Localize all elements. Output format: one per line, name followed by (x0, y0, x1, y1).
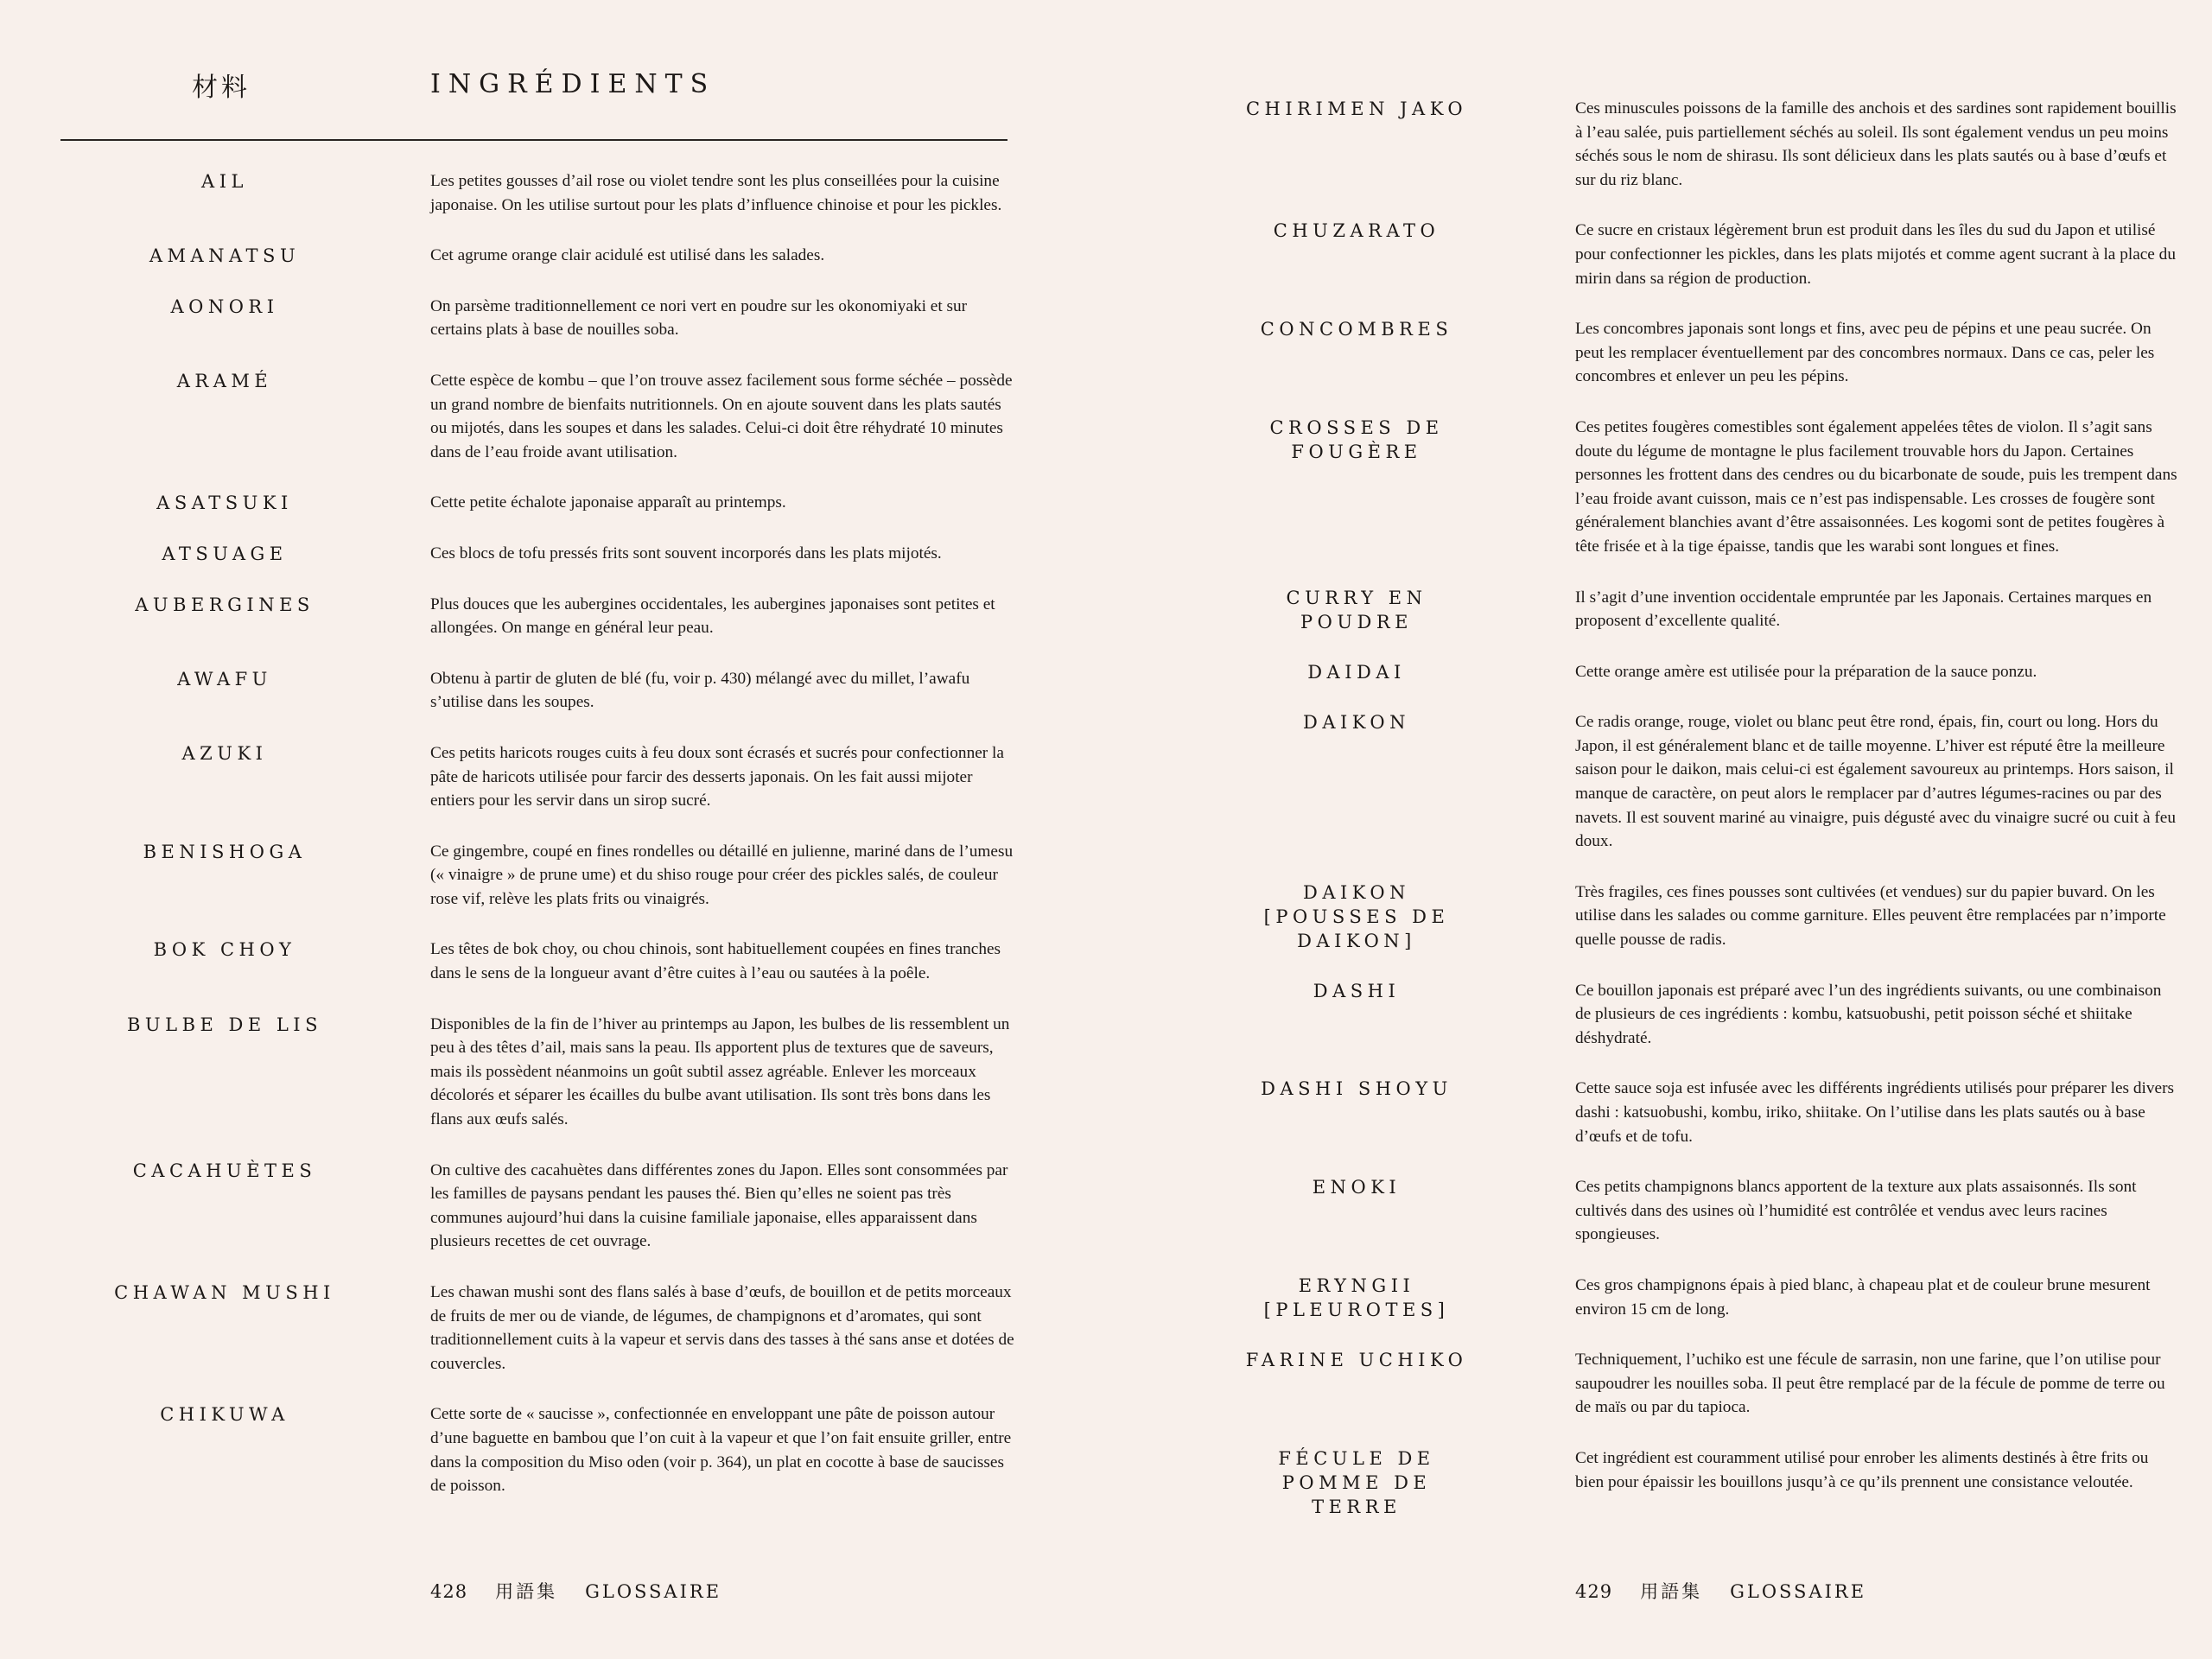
glossary-term: CACAHUÈTES (132, 1160, 317, 1181)
glossary-entry (1106, 1348, 2203, 1420)
glossary-term: DAIDAI (1307, 661, 1406, 683)
header-divider (60, 139, 1007, 141)
footer-kanji: 用語集 (495, 1581, 558, 1602)
page-footer-left (430, 1578, 749, 1604)
glossary-definition: Cette orange amère est utilisée pour la préparation de la sauce ponzu. (1575, 662, 2037, 681)
glossary-entry (0, 169, 1037, 217)
glossary-entry (0, 938, 1037, 985)
glossary-entry (1106, 979, 2203, 1051)
glossary-definition: Ce bouillon japonais est préparé avec l’un des ingrédients suivants, ou une combinaison de plusieurs de ces ingrédients : kombu, katsuobushi, petit poisson séché et shiitake déshydraté. (1575, 981, 2162, 1047)
glossary-entry (1106, 1274, 2203, 1321)
glossary-definition: Très fragiles, ces fines pousses sont cultivées (et vendues) sur du papier buvard. On les utilise dans les salades ou comme garniture. Elles peuvent être remplacées par n’importe quelle pousse de radis. (1575, 882, 2166, 950)
glossary-term: CHIKUWA (160, 1404, 289, 1426)
glossary-entry (0, 244, 1037, 268)
glossary-term: CHAWAN MUSHI (114, 1282, 335, 1303)
glossary-term: CONCOMBRES (1260, 319, 1453, 340)
glossary-definition: Cet agrume orange clair acidulé est utilisé dans les salades. (430, 246, 825, 265)
glossary-definition: Obtenu à partir de gluten de blé (fu, voir p. 430) mélangé avec du millet, l’awafu s’utilise dans les soupes. (430, 669, 970, 712)
glossary-term: CURRY EN POUDRE (1286, 587, 1427, 632)
glossary-term: BULBE DE LIS (127, 1014, 322, 1035)
glossary-definition: Cette espèce de kombu – que l’on trouve assez facilement sous forme séchée – possède un grand nombre de bienfaits nutritionnels. On en ajoute souvent dans les plats sautés ou mijotés, dans les soupes et dans les salades. Celui-ci doit être réhydraté 10 minutes dans de l’eau froide avant utilisation. (430, 371, 1013, 461)
glossary-definition: Ces gros champignons épais à pied blanc, à chapeau plat et de couleur brune mesurent environ 15 cm de long. (1575, 1275, 2151, 1319)
glossary-definition: Techniquement, l’uchiko est une fécule de sarrasin, non une farine, que l’on utilise pour saupoudrer les nouilles soba. Il peut être remplacé par de la fécule de pomme de terre ou de maïs ou par du tapioca. (1575, 1351, 2165, 1417)
glossary-entry (1106, 317, 2203, 389)
glossary-entry (0, 542, 1037, 566)
glossary-term: AWAFU (177, 668, 272, 690)
glossary-definition: Ces petits champignons blancs apportent de la texture aux plats assaisonnés. Ils sont cultivés dans des usines où l’humidité est contrôlée et vendus avec leurs racines spongieuses. (1575, 1178, 2137, 1244)
glossary-term: DAIKON [POUSSES DE DAIKON] (1263, 881, 1450, 951)
glossary-entry (1106, 97, 2203, 192)
glossary-definition: Les chawan mushi sont des flans salés à base d’œufs, de bouillon et de petits morceaux de fruits de mer ou de viande, de légumes, de champignons et d’aromates, qui sont traditionnellement cuits à la vapeur et servis dans des tasses à thé sans anse et dotées de couvercles. (430, 1283, 1014, 1373)
glossary-term: CROSSES DE FOUGÈRE (1269, 416, 1444, 462)
glossary-entry (0, 1013, 1037, 1132)
footer-kanji: 用語集 (1640, 1581, 1703, 1602)
glossary-definition: Ce radis orange, rouge, violet ou blanc peut être rond, épais, fin, court ou long. Hors du Japon, il est généralement blanc et de taille moyenne. L’hiver est réputé être la meilleure saison pour le daikon, mais celui-ci est également savoureux au printemps. Hors saison, il manque de caractère, on peut alors le remplacer par d’autres légumes-racines ou par des navets. Il est souvent mariné au vinaigre, puis dégusté avec du vinaigre sucré ou cuit à feu doux. (1575, 713, 2176, 851)
glossary-definition: Ces petites fougères comestibles sont également appelées têtes de violon. Il s’agit sans doute du légume de montagne le plus facilement trouvable hors du Japon. Certaines personnes les frottent dans des cendres ou du bicarbonate de soude, puis les trempent dans l’eau froide avant cuisson, mais ce n’est pas indispensable. Les crosses de fougère sont généralement blanchies avant d’être assaisonnées. Les kogomi sont de petites fougères à tête frisée et à la tige épaisse, tandis que les warabi sont longues et fines. (1575, 417, 2177, 556)
glossary-definition: Ce sucre en cristaux légèrement brun est produit dans les îles du sud du Japon et utilisé pour confectionner les pickles, dans les plats mijotés et comme agent sucrant à la place du mirin dans sa région de production. (1575, 221, 2176, 288)
glossary-definition: Ce gingembre, coupé en fines rondelles ou détaillé en julienne, mariné dans de l’umesu (« vinaigre » de prune ume) et du shiso rouge pour créer des pickles salés, de couleur rose vif, relève les plats frits ou vinaigrés. (430, 842, 1014, 908)
glossary-entry (1106, 586, 2203, 633)
glossary-term: AZUKI (181, 742, 268, 764)
glossary-term: ATSUAGE (162, 543, 288, 564)
glossary-definition: Cette petite échalote japonaise apparaît au printemps. (430, 493, 786, 512)
glossary-entry (0, 741, 1037, 813)
glossary-entry (0, 1402, 1037, 1497)
glossary-term: DASHI (1313, 980, 1401, 1001)
glossary-entry (1106, 710, 2203, 854)
glossary-entry (1106, 1077, 2203, 1148)
glossary-entry (0, 593, 1037, 640)
glossary-entry (0, 295, 1037, 342)
glossary-term: BOK CHOY (153, 939, 296, 961)
glossary-term: ERYNGII [PLEUROTES] (1263, 1274, 1450, 1320)
page-number: 429 (1575, 1581, 1613, 1602)
glossary-term: FARINE UCHIKO (1245, 1350, 1468, 1371)
glossary-definition: Cette sauce soja est infusée avec les différents ingrédients utilisés pour préparer les divers dashi : katsuobushi, kombu, iriko, shiitake. On l’utilise dans les plats sautés ou à base d’œufs et de tofu. (1575, 1079, 2174, 1146)
page-title: INGRÉDIENTS (430, 69, 716, 99)
glossary-term: DASHI SHOYU (1261, 1078, 1452, 1100)
page-number: 428 (430, 1581, 468, 1602)
glossary-definition: Disponibles de la fin de l’hiver au printemps au Japon, les bulbes de lis ressemblent un peu à des têtes d’ail, mais sans la peau. Ils apportent plus de textures que de saveurs, mais ils possèdent néanmoins un goût subtil assez agréable. Enlever les morceaux décolorés et séparer les écailles du bulbe avant utilisation. Ils sont très bons dans les flans aux œufs salés. (430, 1014, 1010, 1129)
glossary-entry (1106, 880, 2203, 952)
glossary-entry (1106, 1175, 2203, 1247)
glossary-term: AONORI (170, 296, 279, 317)
glossary-entry (1106, 416, 2203, 559)
glossary-entry (0, 369, 1037, 464)
glossary-entry (1106, 660, 2203, 684)
glossary-entry (0, 1281, 1037, 1376)
glossary-term: CHIRIMEN JAKO (1245, 99, 1468, 119)
page-footer-right (1575, 1578, 1894, 1604)
right-page (1106, 0, 2212, 1659)
glossary-definition: Cet ingrédient est couramment utilisé pour enrober les aliments destinés à être frits ou bien pour épaissir les bouillons jusqu’à ce qu’ils prennent une consistance veloutée. (1575, 1448, 2149, 1491)
glossary-definition: Plus douces que les aubergines occidentales, les aubergines japonaises sont petites et allongées. On mange en général leur peau. (430, 594, 995, 638)
glossary-definition: On cultive des cacahuètes dans différentes zones du Japon. Elles sont consommées par les familles de paysans pendant les pauses thé. Bien qu’elles ne soient pas très communes aujourd’hui dans la cuisine familiale japonaise, elles apparaissent dans plusieurs recettes de cet ouvrage. (430, 1160, 1008, 1251)
footer-label: GLOSSAIRE (1730, 1581, 1867, 1602)
glossary-definition: On parsème traditionnellement ce nori vert en poudre sur les okonomiyaki et sur certains plats à base de nouilles soba. (430, 296, 968, 340)
glossary-definition: Les concombres japonais sont longs et fins, avec peu de pépins et une peau sucrée. On peut les remplacer éventuellement par des concombres normaux. Dans ce cas, peler les concombres et enlever un peu les pépins. (1575, 320, 2155, 386)
glossary-term: ASATSUKI (156, 493, 293, 514)
glossary-list-left (0, 169, 1037, 1525)
glossary-entry (0, 491, 1037, 515)
glossary-entry (0, 667, 1037, 715)
glossary-definition: Les têtes de bok choy, ou chou chinois, sont habituellement coupées en fines tranches dans le sens de la longueur avant d’être cuites à l’eau ou sautées à la poêle. (430, 940, 1001, 983)
glossary-definition: Il s’agit d’une invention occidentale empruntée par les Japonais. Certaines marques en proposent d’excellente qualité. (1575, 588, 2152, 631)
glossary-term: BENISHOGA (143, 841, 307, 862)
glossary-term: FÉCULE DE POMME DE TERRE (1278, 1447, 1435, 1517)
glossary-list-right (1106, 97, 2203, 1521)
glossary-definition: Cette sorte de « saucisse », confectionnée en enveloppant une pâte de poisson autour d’une baguette en bambou que l’on cuit à la vapeur et que l’on fait ensuite griller, entre dans la composition du Miso oden (voir p. 364), un plat en cocotte à base de saucisses de poisson. (430, 1405, 1012, 1496)
glossary-term: DAIKON (1302, 712, 1410, 734)
footer-label: GLOSSAIRE (585, 1581, 722, 1602)
glossary-definition: Ces blocs de tofu pressés frits sont souvent incorporés dans les plats mijotés. (430, 543, 942, 563)
glossary-definition: Ces minuscules poissons de la famille des anchois et des sardines sont rapidement bouillis à l’eau salée, puis partiellement séchés au soleil. Ils sont également vendus un peu moins séchés sous le nom de shirasu. Ils sont délicieux dans les plats sautés ou à base d’œufs et sur du riz blanc. (1575, 99, 2177, 189)
glossary-entry (1106, 1446, 2203, 1517)
glossary-term: AMANATSU (149, 245, 301, 267)
glossary-entry (1106, 219, 2203, 290)
glossary-term: AIL (201, 171, 248, 192)
glossary-term: ARAMÉ (176, 370, 273, 391)
glossary-term: ENOKI (1312, 1177, 1402, 1198)
header-kanji: 材料 (192, 73, 251, 103)
glossary-definition: Ces petits haricots rouges cuits à feu doux sont écrasés et sucrés pour confectionner la pâte de haricots utilisée pour farcir des desserts japonais. On les fait aussi mijoter entiers pour les servir dans un sirop sucré. (430, 743, 1004, 810)
glossary-entry (0, 1159, 1037, 1254)
glossary-term: CHUZARATO (1273, 220, 1440, 242)
glossary-entry (0, 840, 1037, 912)
glossary-definition: Les petites gousses d’ail rose ou violet tendre sont les plus conseillées pour la cuisine japonaise. On les utilise surtout pour les plats d’influence chinoise et pour les pickles. (430, 172, 1002, 214)
glossary-term: AUBERGINES (135, 594, 315, 615)
